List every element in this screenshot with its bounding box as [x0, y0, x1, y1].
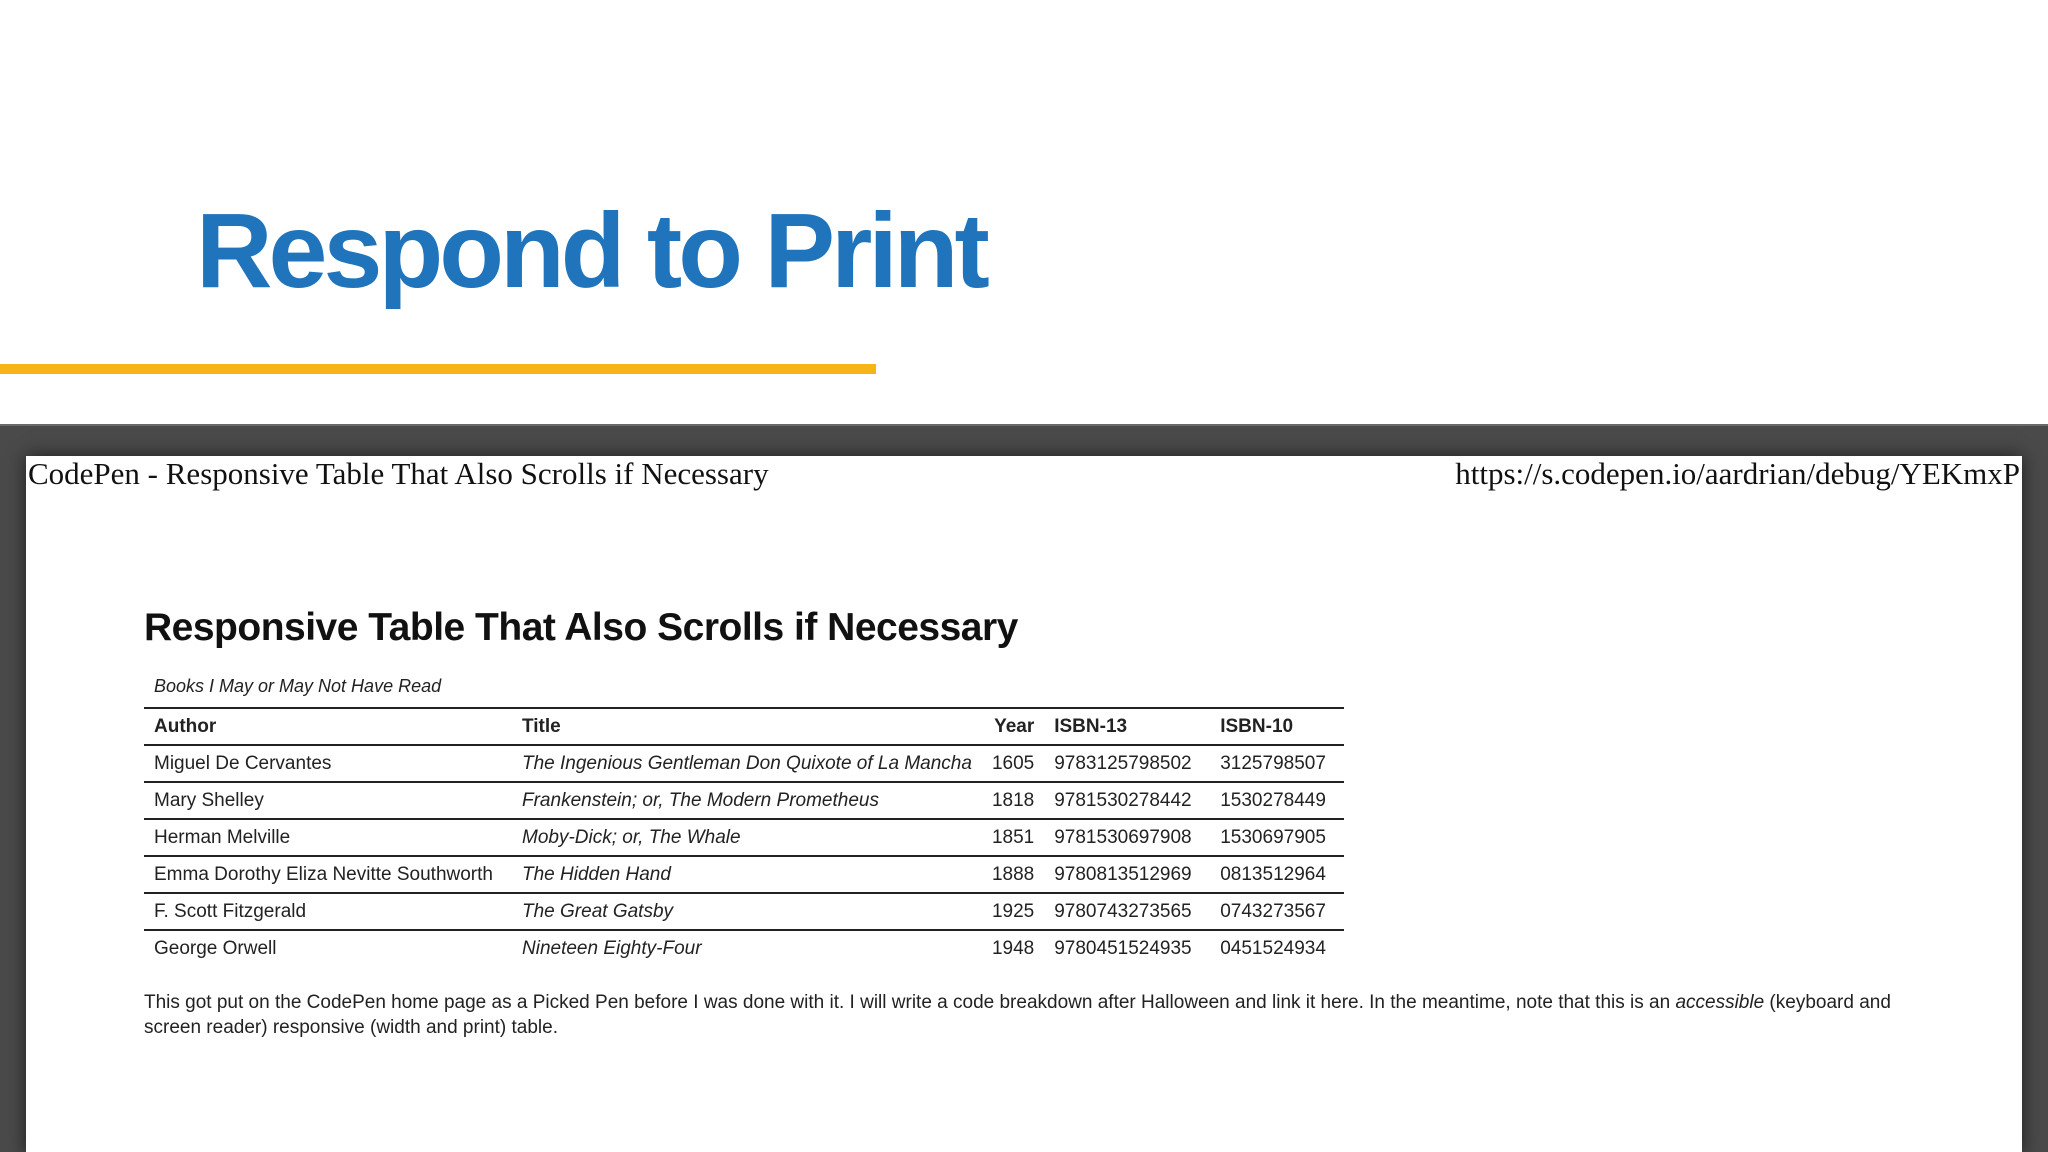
- cell-isbn13: 9780813512969: [1054, 864, 1192, 885]
- cell-year: 1888: [991, 864, 1035, 885]
- table-header-row: [144, 708, 1344, 745]
- cell-title: Frankenstein; or, The Modern Prometheus: [522, 790, 879, 811]
- table-row: [144, 893, 1344, 930]
- cell-isbn10: 1530697905: [1220, 827, 1326, 848]
- note-text-start: This got put on the CodePen home page as a Picked Pen before I was done with it. I will write a code breakdown after Halloween and link it here. In the meantime, note that this is an: [144, 992, 1676, 1013]
- document-note: [144, 990, 1944, 1040]
- cell-title: Moby-Dick; or, The Whale: [522, 827, 741, 848]
- cell-author: Emma Dorothy Eliza Nevitte Southworth: [154, 864, 493, 885]
- table-row: [144, 782, 1344, 819]
- cell-year: 1851: [991, 827, 1035, 848]
- column-header-year: Year: [994, 716, 1035, 737]
- cell-isbn10: 0743273567: [1220, 901, 1326, 922]
- column-header-isbn10: ISBN-10: [1220, 716, 1294, 737]
- cell-isbn13: 9783125798502: [1054, 753, 1192, 774]
- cell-year: 1818: [991, 790, 1035, 811]
- column-header-title: Title: [522, 716, 561, 737]
- cell-author: F. Scott Fitzgerald: [154, 901, 307, 922]
- document-heading: Responsive Table That Also Scrolls if Necessary: [144, 606, 1018, 649]
- print-preview-frame: [0, 424, 2048, 1152]
- cell-isbn13: 9780451524935: [1054, 938, 1192, 959]
- cell-isbn10: 1530278449: [1220, 790, 1326, 811]
- cell-author: Miguel De Cervantes: [154, 753, 332, 774]
- print-header-url: https://s.codepen.io/aardrian/debug/YEKmxP: [1455, 456, 2020, 491]
- column-header-isbn13: ISBN-13: [1054, 716, 1128, 737]
- print-header-page-title: CodePen - Responsive Table That Also Scrolls if Necessary: [28, 456, 769, 491]
- cell-title: The Ingenious Gentleman Don Quixote of La Mancha: [522, 753, 972, 774]
- table-row: [144, 930, 1344, 966]
- cell-year: 1948: [991, 938, 1035, 959]
- cell-title: The Great Gatsby: [522, 901, 674, 922]
- cell-author: George Orwell: [154, 938, 277, 959]
- cell-isbn13: 9781530278442: [1054, 790, 1192, 811]
- table-caption: Books I May or May Not Have Read: [154, 676, 442, 696]
- cell-author: Herman Melville: [154, 827, 291, 848]
- slide-title: Respond to Print: [196, 192, 986, 310]
- title-accent-bar: [0, 364, 876, 374]
- cell-title: Nineteen Eighty-Four: [522, 938, 702, 959]
- table-row: [144, 819, 1344, 856]
- cell-isbn10: 0451524934: [1220, 938, 1326, 959]
- note-text-end: (keyboard and screen reader) responsive (width and print) table.: [144, 992, 1891, 1038]
- note-emphasis: accessible: [1675, 992, 1765, 1013]
- cell-author: Mary Shelley: [154, 790, 264, 811]
- cell-title: The Hidden Hand: [522, 864, 671, 885]
- cell-isbn10: 3125798507: [1220, 753, 1326, 774]
- print-page: [26, 456, 2022, 1152]
- table-row: [144, 745, 1344, 782]
- column-header-author: Author: [154, 716, 217, 737]
- books-table: [144, 676, 1344, 966]
- table-row: [144, 856, 1344, 893]
- cell-year: 1605: [991, 753, 1035, 774]
- cell-isbn13: 9780743273565: [1054, 901, 1192, 922]
- cell-isbn10: 0813512964: [1220, 864, 1326, 885]
- cell-year: 1925: [991, 901, 1035, 922]
- cell-isbn13: 9781530697908: [1054, 827, 1192, 848]
